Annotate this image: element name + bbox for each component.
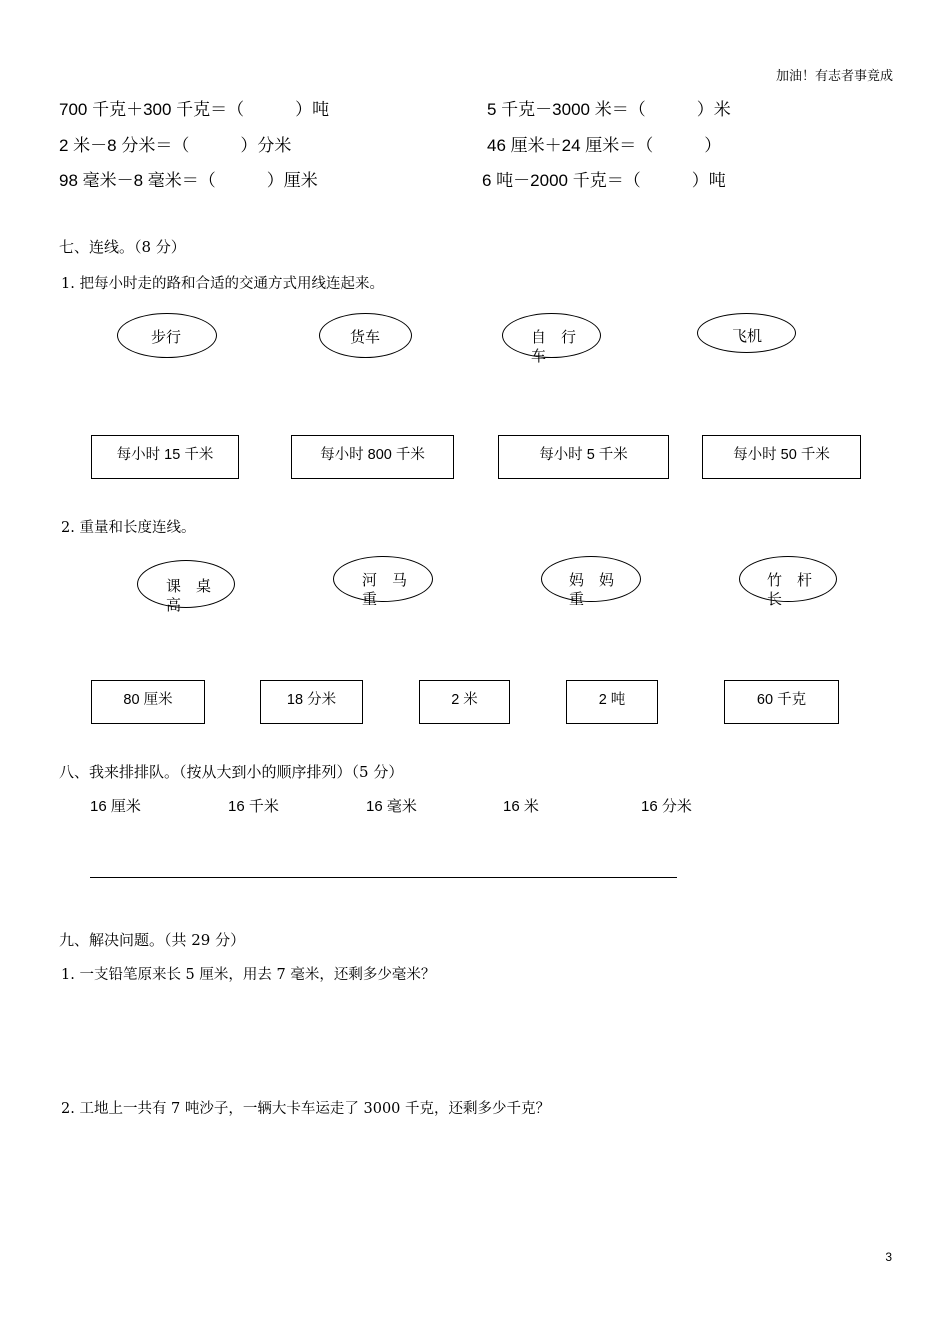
section7-q1-prompt: 1. 把每小时走的路和合适的交通方式用线连起来。: [61, 276, 384, 292]
oval-hippo-weight: [333, 556, 433, 608]
oval-label: 妈 妈: [569, 571, 615, 589]
header-motto: 加油！有志者事竟成: [775, 69, 893, 84]
oval-label-line2: 车: [531, 347, 547, 365]
measure-box-2m: 2 米: [419, 680, 510, 724]
oval-label: 课 桌: [166, 577, 212, 595]
sort-item: 16 分米: [641, 798, 692, 815]
section9-q2: 2. 工地上一共有 7 吨沙子，一辆大卡车运走了 3000 千克，还剩多少千克？: [61, 1101, 551, 1117]
conversion-right-1: 5 千克－3000 米＝（ ）米: [487, 100, 731, 119]
measure-box-80cm: 80 厘米: [91, 680, 205, 724]
oval-desk-height: [137, 560, 235, 614]
sort-item: 16 米: [503, 798, 539, 815]
conversion-left-2: 2 米－8 分米＝（ ）分米: [59, 136, 292, 155]
oval-label: 货车: [350, 328, 381, 346]
speed-box-800km: 每小时 800 千米: [291, 435, 454, 479]
oval-label: 飞机: [732, 327, 763, 345]
conversion-left-1: 700 千克＋300 千克＝（ ）吨: [59, 100, 330, 119]
oval-truck: [319, 313, 412, 358]
section8-title: 八、我来排排队。（按从大到小的顺序排列）（5 分）: [59, 763, 404, 781]
answer-line: [90, 877, 677, 878]
section7-q2-prompt: 2. 重量和长度连线。: [61, 520, 196, 536]
conversion-left-3: 98 毫米－8 毫米＝（ ）厘米: [59, 171, 318, 190]
sort-item: 16 千米: [228, 798, 279, 815]
oval-label-line2: 长: [767, 590, 783, 608]
section9-q1: 1. 一支铅笔原来长 5 厘米，用去 7 毫米，还剩多少毫米？: [61, 967, 436, 983]
oval-label: 河 马: [362, 571, 408, 589]
oval-label: 竹 杆: [767, 571, 813, 589]
speed-box-5km: 每小时 5 千米: [498, 435, 669, 479]
sort-item: 16 厘米: [90, 798, 141, 815]
page-number: 3: [885, 1250, 892, 1264]
measure-box-18dm: 18 分米: [260, 680, 363, 724]
section9-title: 九、解决问题。（共 29 分）: [59, 931, 246, 949]
oval-bamboo-length: [739, 556, 837, 608]
conversion-right-2: 46 厘米＋24 厘米＝（ ）: [487, 136, 722, 155]
measure-box-60kg: 60 千克: [724, 680, 839, 724]
oval-label: 步行: [151, 328, 182, 346]
oval-label-line2: 重: [569, 590, 585, 608]
oval-mom-weight: [541, 556, 641, 608]
section7-title: 七、连线。（8 分）: [59, 238, 186, 256]
speed-box-50km: 每小时 50 千米: [702, 435, 861, 479]
oval-label-line2: 高: [166, 596, 182, 614]
conversion-right-3: 6 吨－2000 千克＝（ ）吨: [482, 171, 726, 190]
sort-item: 16 毫米: [366, 798, 417, 815]
oval-walking: [117, 313, 217, 358]
oval-bicycle: [502, 313, 601, 365]
oval-label: 自 行: [531, 328, 577, 346]
oval-label-line2: 重: [362, 590, 378, 608]
measure-box-2t: 2 吨: [566, 680, 658, 724]
speed-box-15km: 每小时 15 千米: [91, 435, 239, 479]
oval-airplane: [697, 313, 796, 353]
